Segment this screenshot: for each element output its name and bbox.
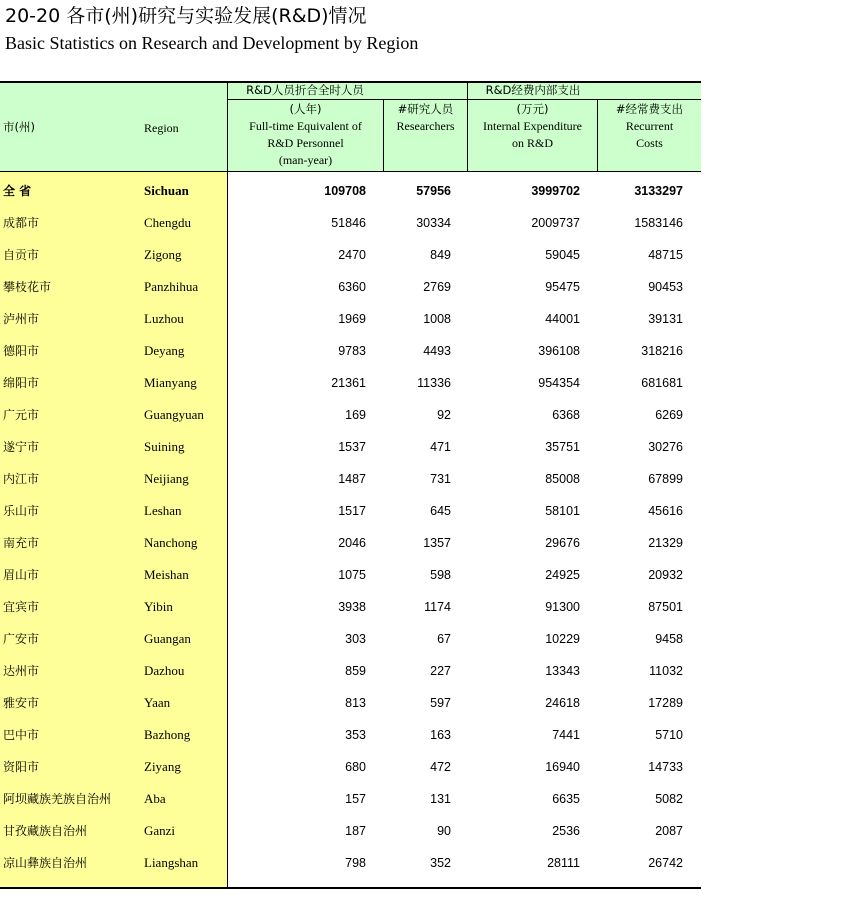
table-row xyxy=(0,847,701,879)
expenditure-value: 59045 xyxy=(545,248,580,262)
region-name-en: Chengdu xyxy=(144,215,191,230)
region-name-en: Zigong xyxy=(144,247,182,262)
header-group2-cn: R&D经费内部支出 xyxy=(485,83,581,97)
region-name-en: Leshan xyxy=(144,503,182,518)
region-name-en: Bazhong xyxy=(144,727,191,742)
table-row xyxy=(0,591,701,623)
region-name-en: Yaan xyxy=(144,695,171,710)
region-name-cn: 广安市 xyxy=(3,632,40,646)
region-name-en: Luzhou xyxy=(144,311,184,326)
expenditure-value: 3999702 xyxy=(531,184,580,198)
fte-value: 1487 xyxy=(338,472,366,486)
expenditure-value: 24925 xyxy=(545,568,580,582)
fte-value: 353 xyxy=(345,728,366,742)
expenditure-value: 24618 xyxy=(545,696,580,710)
expenditure-value: 7441 xyxy=(552,728,580,742)
region-name-en: Aba xyxy=(144,791,166,806)
researchers-value: 1357 xyxy=(423,536,451,550)
researchers-value: 131 xyxy=(430,792,451,806)
fte-value: 813 xyxy=(345,696,366,710)
recurrent-value: 17289 xyxy=(648,696,683,710)
researchers-value: 645 xyxy=(430,504,451,518)
header-region-cn-text: 市(州) xyxy=(3,120,35,134)
header-group2 xyxy=(468,82,598,99)
fte-value: 169 xyxy=(345,408,366,422)
researchers-value: 2769 xyxy=(423,280,451,294)
table-row xyxy=(0,207,701,239)
header-group1 xyxy=(228,82,382,99)
region-name-en: Nanchong xyxy=(144,535,198,550)
expenditure-value: 16940 xyxy=(545,760,580,774)
page-title-chinese: 20-20 各市(州)研究与实验发展(R&D)情况 xyxy=(5,5,367,27)
researchers-value: 598 xyxy=(430,568,451,582)
researchers-value: 471 xyxy=(430,440,451,454)
region-name-cn: 绵阳市 xyxy=(3,376,40,390)
header-expenditure xyxy=(468,101,597,152)
header-expenditure-en1: Internal Expenditure xyxy=(483,119,582,133)
expenditure-value: 91300 xyxy=(545,600,580,614)
researchers-value: 57956 xyxy=(416,184,451,198)
fte-value: 6360 xyxy=(338,280,366,294)
researchers-value: 11336 xyxy=(417,376,451,390)
table-row xyxy=(0,783,701,815)
fte-value: 1517 xyxy=(338,504,366,518)
table-row xyxy=(0,815,701,847)
group2-underline xyxy=(468,99,701,100)
region-name-cn: 甘孜藏族自治州 xyxy=(3,824,88,838)
header-fte-en2: R&D Personnel xyxy=(267,136,344,150)
header-recurrent xyxy=(598,101,701,152)
page-title-english: Basic Statistics on Research and Development by Region xyxy=(5,33,419,53)
fte-value: 3938 xyxy=(338,600,366,614)
table-row xyxy=(0,559,701,591)
region-name-cn: 遂宁市 xyxy=(3,440,40,454)
fte-value: 1969 xyxy=(338,312,366,326)
region-name-cn: 眉山市 xyxy=(3,568,40,582)
researchers-value: 4493 xyxy=(423,344,451,358)
region-name-en: Dazhou xyxy=(144,663,185,678)
table-row xyxy=(0,431,701,463)
table-row xyxy=(0,655,701,687)
recurrent-value: 9458 xyxy=(655,632,683,646)
expenditure-value: 13343 xyxy=(545,664,580,678)
expenditure-value: 6635 xyxy=(552,792,580,806)
recurrent-value: 2087 xyxy=(655,824,683,838)
region-name-en: Yibin xyxy=(144,599,173,614)
expenditure-value: 44001 xyxy=(545,312,580,326)
expenditure-value: 28111 xyxy=(547,856,580,870)
region-name-cn: 自贡市 xyxy=(3,248,40,262)
recurrent-value: 26742 xyxy=(648,856,683,870)
region-name-cn: 巴中市 xyxy=(3,728,40,742)
recurrent-value: 48715 xyxy=(648,248,683,262)
region-name-cn: 雅安市 xyxy=(3,696,40,710)
table-row xyxy=(0,623,701,655)
region-name-en: Guangyuan xyxy=(144,407,204,422)
region-name-en: Suining xyxy=(144,439,185,454)
region-name-en: Meishan xyxy=(144,567,189,582)
fte-value: 859 xyxy=(345,664,366,678)
recurrent-value: 20932 xyxy=(648,568,683,582)
header-region-en xyxy=(144,120,179,137)
recurrent-value: 90453 xyxy=(648,280,683,294)
fte-value: 109708 xyxy=(324,184,366,198)
fte-value: 1537 xyxy=(338,440,366,454)
header-expenditure-en2: on R&D xyxy=(511,136,553,150)
expenditure-value: 95475 xyxy=(545,280,580,294)
recurrent-value: 5710 xyxy=(655,728,683,742)
table-row xyxy=(0,399,701,431)
researchers-value: 1174 xyxy=(424,600,451,614)
fte-value: 9783 xyxy=(338,344,366,358)
header-fte-en1: Full-time Equivalent of xyxy=(249,119,362,133)
expenditure-value: 2536 xyxy=(552,824,580,838)
fte-value: 798 xyxy=(345,856,366,870)
region-name-en: Ganzi xyxy=(144,823,176,838)
recurrent-value: 318216 xyxy=(641,344,683,358)
expenditure-value: 6368 xyxy=(552,408,580,422)
statistics-table xyxy=(0,81,701,889)
header-fte-en3: (man-year) xyxy=(278,153,333,167)
table-row xyxy=(0,687,701,719)
researchers-value: 227 xyxy=(430,664,451,678)
expenditure-value: 954354 xyxy=(538,376,580,390)
table-row xyxy=(0,751,701,783)
region-name-cn: 内江市 xyxy=(3,472,40,486)
region-name-cn: 成都市 xyxy=(3,216,40,230)
fte-value: 157 xyxy=(345,792,366,806)
expenditure-value: 85008 xyxy=(545,472,580,486)
table-bottom-rule xyxy=(0,887,701,889)
region-name-en: Guangan xyxy=(144,631,191,646)
region-name-cn: 南充市 xyxy=(3,536,40,550)
table-row xyxy=(0,495,701,527)
header-region-cn xyxy=(3,119,35,136)
header-fte xyxy=(228,101,383,169)
recurrent-value: 14733 xyxy=(648,760,683,774)
fte-value: 680 xyxy=(345,760,366,774)
header-fte-unit: (人年) xyxy=(289,102,322,116)
region-name-cn: 凉山彝族自治州 xyxy=(3,856,88,870)
fte-value: 51846 xyxy=(331,216,366,230)
region-name-cn: 泸州市 xyxy=(3,312,40,326)
header-researchers-cn: #研究人员 xyxy=(397,102,454,116)
table-row xyxy=(0,239,701,271)
recurrent-value: 681681 xyxy=(641,376,683,390)
recurrent-value: 67899 xyxy=(648,472,683,486)
recurrent-value: 5082 xyxy=(655,792,683,806)
researchers-value: 472 xyxy=(430,760,451,774)
header-recurrent-en2: Costs xyxy=(636,136,663,150)
table-row xyxy=(0,271,701,303)
expenditure-value: 396108 xyxy=(538,344,580,358)
region-name-en: Panzhihua xyxy=(144,279,199,294)
fte-value: 21361 xyxy=(331,376,366,390)
fte-value: 303 xyxy=(345,632,366,646)
recurrent-value: 11032 xyxy=(649,664,683,678)
expenditure-value: 35751 xyxy=(545,440,580,454)
header-region-en-text: Region xyxy=(144,121,179,135)
header-group1-cn: R&D人员折合全时人员 xyxy=(246,83,364,97)
recurrent-value: 6269 xyxy=(655,408,683,422)
researchers-value: 352 xyxy=(430,856,451,870)
region-name-cn: 资阳市 xyxy=(3,760,40,774)
researchers-value: 1008 xyxy=(423,312,451,326)
group1-underline xyxy=(228,99,468,100)
header-researchers xyxy=(384,101,467,135)
expenditure-value: 10229 xyxy=(545,632,580,646)
table-row xyxy=(0,303,701,335)
header-bottom-rule xyxy=(0,171,701,172)
table-row xyxy=(0,367,701,399)
researchers-value: 30334 xyxy=(416,216,451,230)
table-row xyxy=(0,175,701,207)
fte-value: 187 xyxy=(345,824,366,838)
header-recurrent-en1: Recurrent xyxy=(625,119,674,133)
fte-value: 2046 xyxy=(338,536,366,550)
researchers-value: 163 xyxy=(430,728,451,742)
recurrent-value: 45616 xyxy=(648,504,683,518)
region-name-cn: 全 省 xyxy=(3,184,32,198)
recurrent-value: 30276 xyxy=(648,440,683,454)
region-name-cn: 广元市 xyxy=(3,408,40,422)
expenditure-value: 29676 xyxy=(545,536,580,550)
expenditure-value: 2009737 xyxy=(531,216,580,230)
fte-value: 2470 xyxy=(338,248,366,262)
recurrent-value: 1583146 xyxy=(634,216,683,230)
region-name-cn: 达州市 xyxy=(3,664,40,678)
table-row xyxy=(0,463,701,495)
region-name-en: Liangshan xyxy=(144,855,199,870)
region-name-cn: 宜宾市 xyxy=(3,600,40,614)
region-name-cn: 阿坝藏族羌族自治州 xyxy=(3,792,112,806)
region-name-cn: 德阳市 xyxy=(3,344,40,358)
region-name-en: Ziyang xyxy=(144,759,181,774)
header-expenditure-unit: (万元) xyxy=(516,102,549,116)
region-name-en: Mianyang xyxy=(144,375,197,390)
researchers-value: 597 xyxy=(430,696,451,710)
region-name-en: Sichuan xyxy=(144,183,189,198)
researchers-value: 90 xyxy=(437,824,451,838)
table-row xyxy=(0,527,701,559)
expenditure-value: 58101 xyxy=(545,504,580,518)
researchers-value: 731 xyxy=(430,472,451,486)
recurrent-value: 39131 xyxy=(648,312,683,326)
table-row xyxy=(0,335,701,367)
region-name-cn: 乐山市 xyxy=(3,504,40,518)
header-researchers-en: Researchers xyxy=(396,119,455,133)
researchers-value: 92 xyxy=(437,408,451,422)
region-name-cn: 攀枝花市 xyxy=(3,280,52,294)
recurrent-value: 3133297 xyxy=(634,184,683,198)
researchers-value: 67 xyxy=(437,632,451,646)
header-recurrent-cn: #经常费支出 xyxy=(615,102,684,116)
researchers-value: 849 xyxy=(430,248,451,262)
table-row xyxy=(0,719,701,751)
recurrent-value: 87501 xyxy=(648,600,683,614)
recurrent-value: 21329 xyxy=(648,536,683,550)
fte-value: 1075 xyxy=(338,568,366,582)
region-name-en: Neijiang xyxy=(144,471,189,486)
region-name-en: Deyang xyxy=(144,343,185,358)
